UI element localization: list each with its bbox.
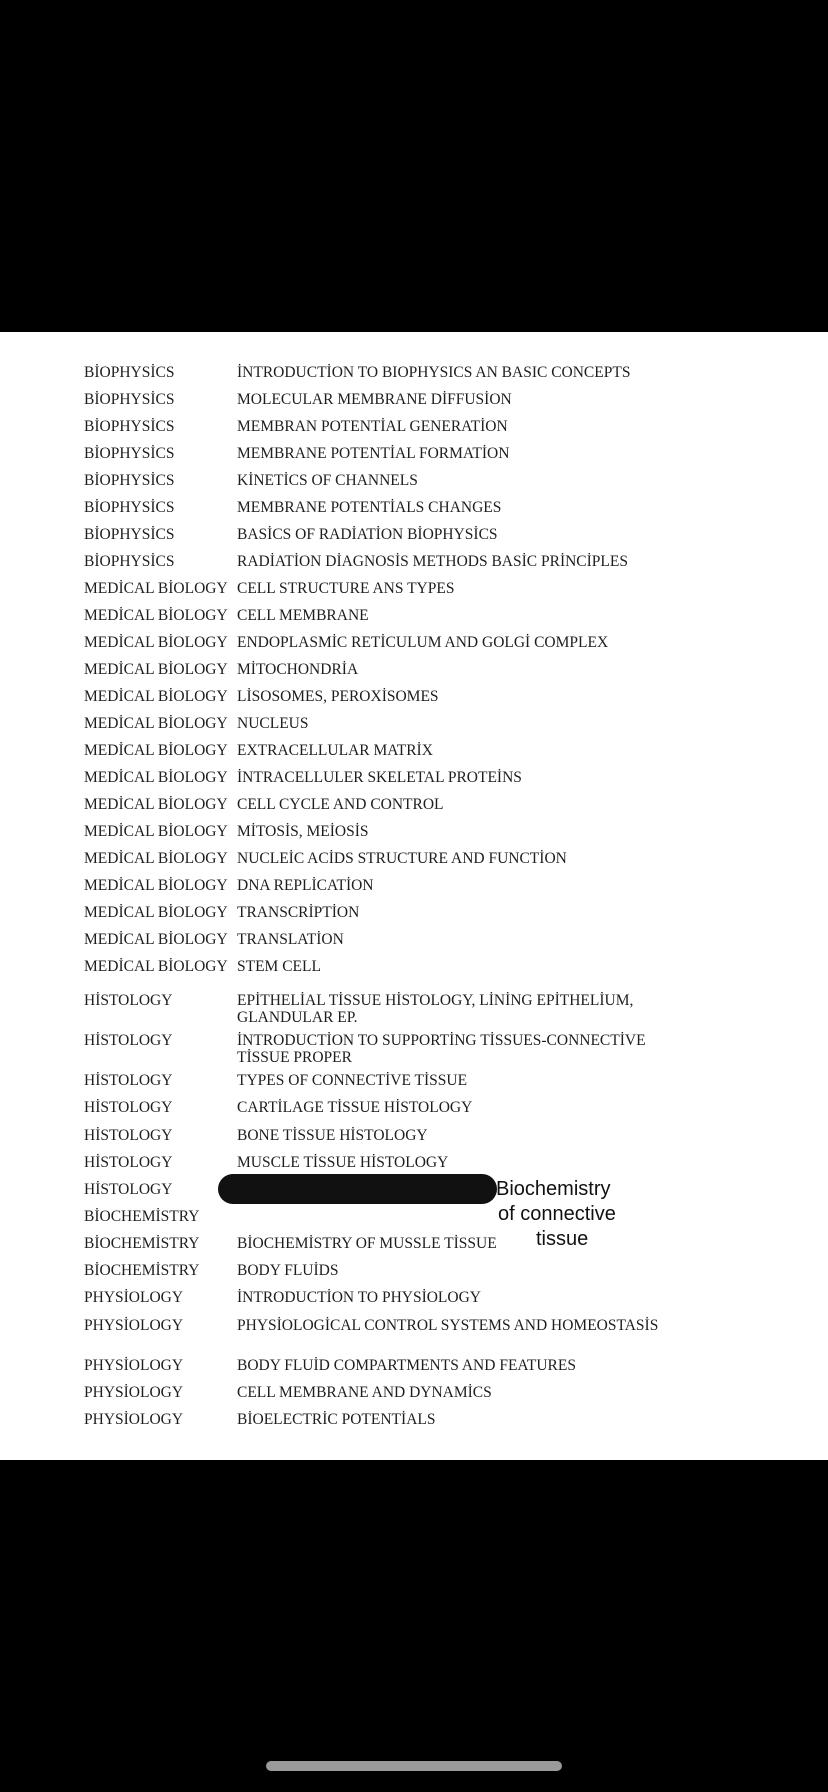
subject-cell: BİOCHEMİSTRY xyxy=(84,1235,200,1252)
annotation-line-2: of connective xyxy=(498,1203,616,1225)
subject-cell: BİOPHYSİCS xyxy=(84,499,175,516)
subject-cell: PHYSİOLOGY xyxy=(84,1289,184,1306)
subject-cell: MEDİCAL BİOLOGY xyxy=(84,823,228,840)
topic-cell: TYPES OF CONNECTİVE TİSSUE xyxy=(237,1072,468,1089)
subject-cell: HİSTOLOGY xyxy=(84,1032,173,1049)
topic-cell: MİTOSİS, MEİOSİS xyxy=(237,823,369,840)
subject-cell: HİSTOLOGY xyxy=(84,1072,173,1089)
subject-cell: BİOCHEMİSTRY xyxy=(84,1208,200,1225)
subject-cell: MEDİCAL BİOLOGY xyxy=(84,796,228,813)
subject-cell: MEDİCAL BİOLOGY xyxy=(84,850,228,867)
topic-cell: PHYSİOLOGİCAL CONTROL SYSTEMS AND HOMEOSTASİS xyxy=(237,1317,659,1334)
topic-cell: BİOCHEMİSTRY OF MUSSLE TİSSUE xyxy=(237,1235,497,1252)
subject-cell: BİOPHYSİCS xyxy=(84,391,175,408)
subject-cell: MEDİCAL BİOLOGY xyxy=(84,769,228,786)
topic-cell: DNA REPLİCATİON xyxy=(237,877,374,894)
topic-cell: BODY FLUİDS xyxy=(237,1262,339,1279)
topic-cell: CELL MEMBRANE xyxy=(237,607,369,624)
topic-cell: İNTRACELLULER SKELETAL PROTEİNS xyxy=(237,769,522,786)
topic-cell: CELL STRUCTURE ANS TYPES xyxy=(237,580,455,597)
subject-cell: MEDİCAL BİOLOGY xyxy=(84,931,228,948)
topic-cell: STEM CELL xyxy=(237,958,321,975)
topic-cell: İNTRODUCTİON TO PHYSİOLOGY xyxy=(237,1289,481,1306)
handwritten-annotation xyxy=(496,1177,656,1252)
subject-cell: HİSTOLOGY xyxy=(84,1127,173,1144)
subject-cell: BİOPHYSİCS xyxy=(84,526,175,543)
topic-cell: İNTRODUCTİON TO BIOPHYSICS AN BASIC CONCEPTS xyxy=(237,364,631,381)
topic-cell: RADİATİON DİAGNOSİS METHODS BASİC PRİNCİPLES xyxy=(237,553,628,570)
topic-cell: MUSCLE TİSSUE HİSTOLOGY xyxy=(237,1154,449,1171)
document-page xyxy=(0,332,828,1460)
topic-cell: EPİTHELİAL TİSSUE HİSTOLOGY, LİNİNG EPİTHELİUM, GLANDULAR EP. xyxy=(237,992,634,1026)
subject-cell: MEDİCAL BİOLOGY xyxy=(84,904,228,921)
subject-cell: PHYSİOLOGY xyxy=(84,1411,184,1428)
subject-cell: MEDİCAL BİOLOGY xyxy=(84,580,228,597)
subject-cell: MEDİCAL BİOLOGY xyxy=(84,715,228,732)
topic-cell: BİOELECTRİC POTENTİALS xyxy=(237,1411,436,1428)
redaction-mark xyxy=(218,1174,497,1204)
subject-cell: PHYSİOLOGY xyxy=(84,1384,184,1401)
subject-cell: BİOPHYSİCS xyxy=(84,364,175,381)
subject-cell: MEDİCAL BİOLOGY xyxy=(84,958,228,975)
subject-cell: MEDİCAL BİOLOGY xyxy=(84,742,228,759)
topic-cell: MİTOCHONDRİA xyxy=(237,661,359,678)
subject-cell: BİOPHYSİCS xyxy=(84,553,175,570)
topic-cell: ENDOPLASMİC RETİCULUM AND GOLGİ COMPLEX xyxy=(237,634,609,651)
topic-cell: CARTİLAGE TİSSUE HİSTOLOGY xyxy=(237,1099,473,1116)
topic-cell: MOLECULAR MEMBRANE DİFFUSİON xyxy=(237,391,512,408)
topic-cell: BODY FLUİD COMPARTMENTS AND FEATURES xyxy=(237,1357,576,1374)
subject-cell: BİOPHYSİCS xyxy=(84,472,175,489)
syllabus-list xyxy=(0,332,828,1460)
topic-cell: EXTRACELLULAR MATRİX xyxy=(237,742,433,759)
subject-cell: MEDİCAL BİOLOGY xyxy=(84,634,228,651)
subject-cell: PHYSİOLOGY xyxy=(84,1317,184,1334)
topic-cell: İNTRODUCTİON TO SUPPORTİNG TİSSUES-CONNECTİVE TİSSUE PROPER xyxy=(237,1032,646,1066)
topic-cell: MEMBRANE POTENTİALS CHANGES xyxy=(237,499,502,516)
annotation-line-3: tissue xyxy=(536,1228,589,1250)
subject-cell: MEDİCAL BİOLOGY xyxy=(84,688,228,705)
topic-cell: MEMBRANE POTENTİAL FORMATİON xyxy=(237,445,510,462)
subject-cell: HİSTOLOGY xyxy=(84,1181,173,1198)
annotation-line-1: Biochemistry xyxy=(496,1178,611,1200)
subject-cell: BİOPHYSİCS xyxy=(84,418,175,435)
topic-cell: CELL CYCLE AND CONTROL xyxy=(237,796,444,813)
topic-cell: BASİCS OF RADİATİON BİOPHYSİCS xyxy=(237,526,498,543)
topic-cell: LİSOSOMES, PEROXİSOMES xyxy=(237,688,439,705)
topic-cell: CELL MEMBRANE AND DYNAMİCS xyxy=(237,1384,492,1401)
topic-cell: MEMBRAN POTENTİAL GENERATİON xyxy=(237,418,508,435)
subject-cell: BİOCHEMİSTRY xyxy=(84,1262,200,1279)
subject-cell: HİSTOLOGY xyxy=(84,992,173,1009)
topic-cell: TRANSLATİON xyxy=(237,931,344,948)
topic-cell: KİNETİCS OF CHANNELS xyxy=(237,472,418,489)
topic-cell: NUCLEUS xyxy=(237,715,309,732)
subject-cell: MEDİCAL BİOLOGY xyxy=(84,661,228,678)
subject-cell: HİSTOLOGY xyxy=(84,1099,173,1116)
subject-cell: MEDİCAL BİOLOGY xyxy=(84,607,228,624)
subject-cell: MEDİCAL BİOLOGY xyxy=(84,877,228,894)
subject-cell: PHYSİOLOGY xyxy=(84,1357,184,1374)
subject-cell: HİSTOLOGY xyxy=(84,1154,173,1171)
topic-cell: NUCLEİC ACİDS STRUCTURE AND FUNCTİON xyxy=(237,850,567,867)
topic-cell: BONE TİSSUE HİSTOLOGY xyxy=(237,1127,428,1144)
topic-cell: TRANSCRİPTİON xyxy=(237,904,360,921)
home-indicator[interactable] xyxy=(266,1761,562,1771)
subject-cell: BİOPHYSİCS xyxy=(84,445,175,462)
